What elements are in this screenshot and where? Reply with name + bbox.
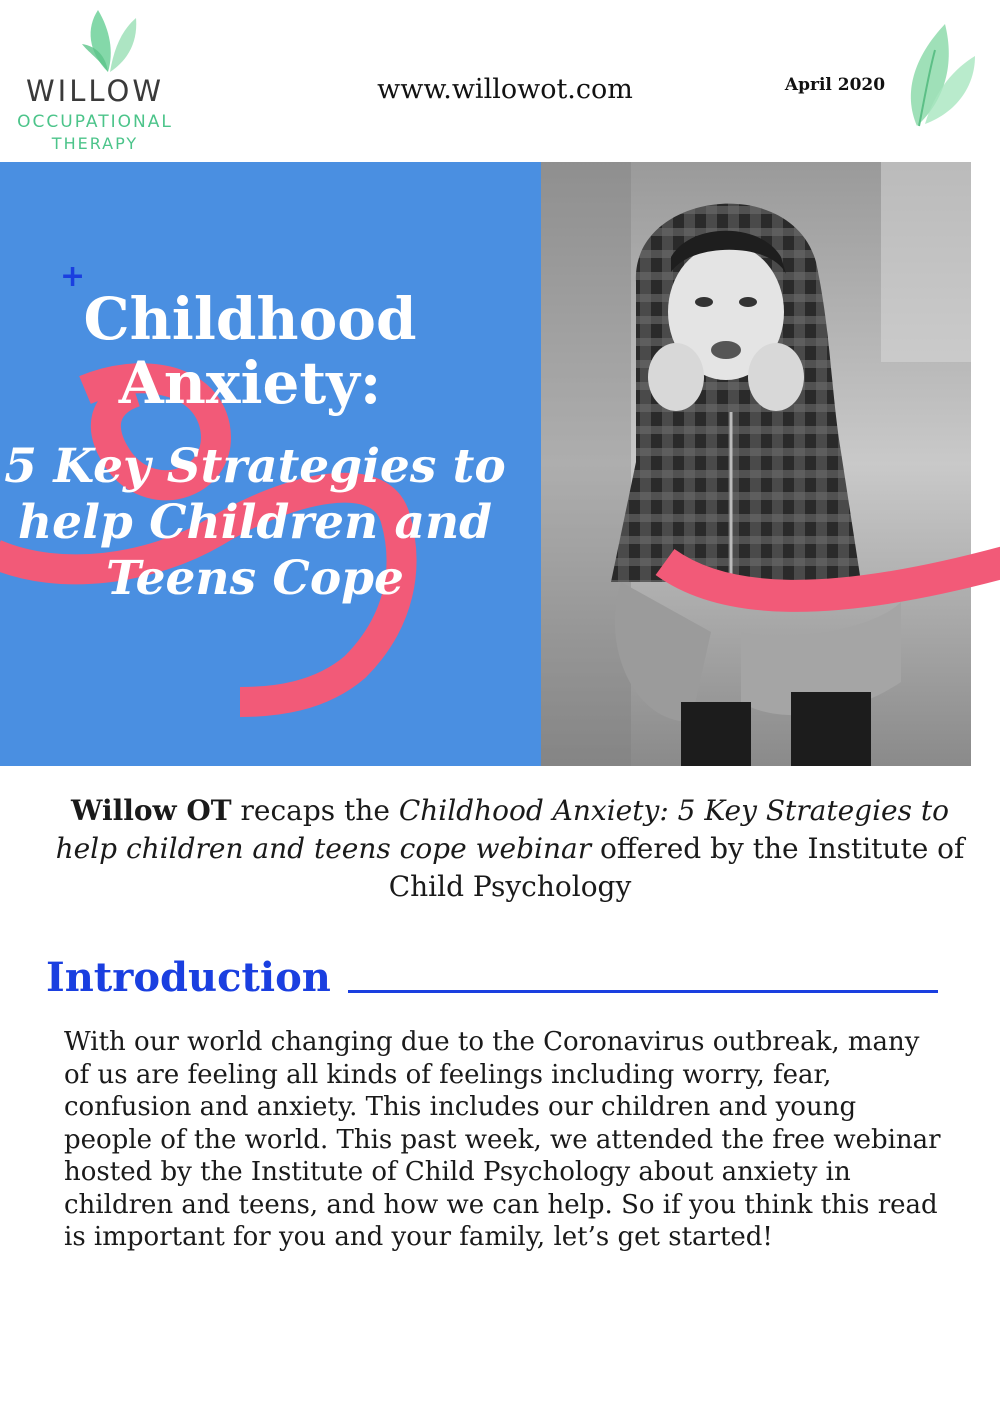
intro-text-2: offered by the Institute of Child Psychology [388, 832, 965, 903]
webinar-title: Childhood Anxiety: 5 Key Strategies to help children and teens cope webinar [55, 794, 949, 865]
brand-name: Willow OT [71, 794, 232, 827]
plus-icon: + [60, 259, 86, 294]
willow-logo [10, 8, 180, 153]
intro-text: recaps the [231, 794, 399, 827]
introduction-paragraph: With our world changing due to the Coronavirus outbreak, many of us are feeling all kinds of feelings including worry, fear, confusion and anxiety. This includes our children and young people of the world. This past week, we attended the free webinar hosted by the Institute of Child Psychology about anxiety in children and teens, and how we can help. So if you think this read is important for you and your family, let’s get started! [64, 1027, 941, 1252]
section-heading: Introduction [46, 954, 331, 1001]
website-url[interactable]: www.willowot.com [377, 74, 633, 105]
leaf-icon [895, 20, 980, 130]
issue-date: April 2020 [784, 75, 886, 95]
hero-title: Childhood Anxiety: [83, 285, 417, 417]
logo-wordmark: WILLOW [25, 74, 164, 108]
leaf-icon [80, 8, 140, 74]
section-divider [348, 990, 938, 993]
hero-subtitle: 5 Key Strategies to help Children and Teens Cope [4, 439, 506, 606]
hero-banner [0, 162, 1000, 766]
logo-subtitle-2: THERAPY [51, 134, 139, 153]
logo-subtitle: OCCUPATIONAL [17, 112, 173, 132]
intro-summary [40, 792, 980, 906]
